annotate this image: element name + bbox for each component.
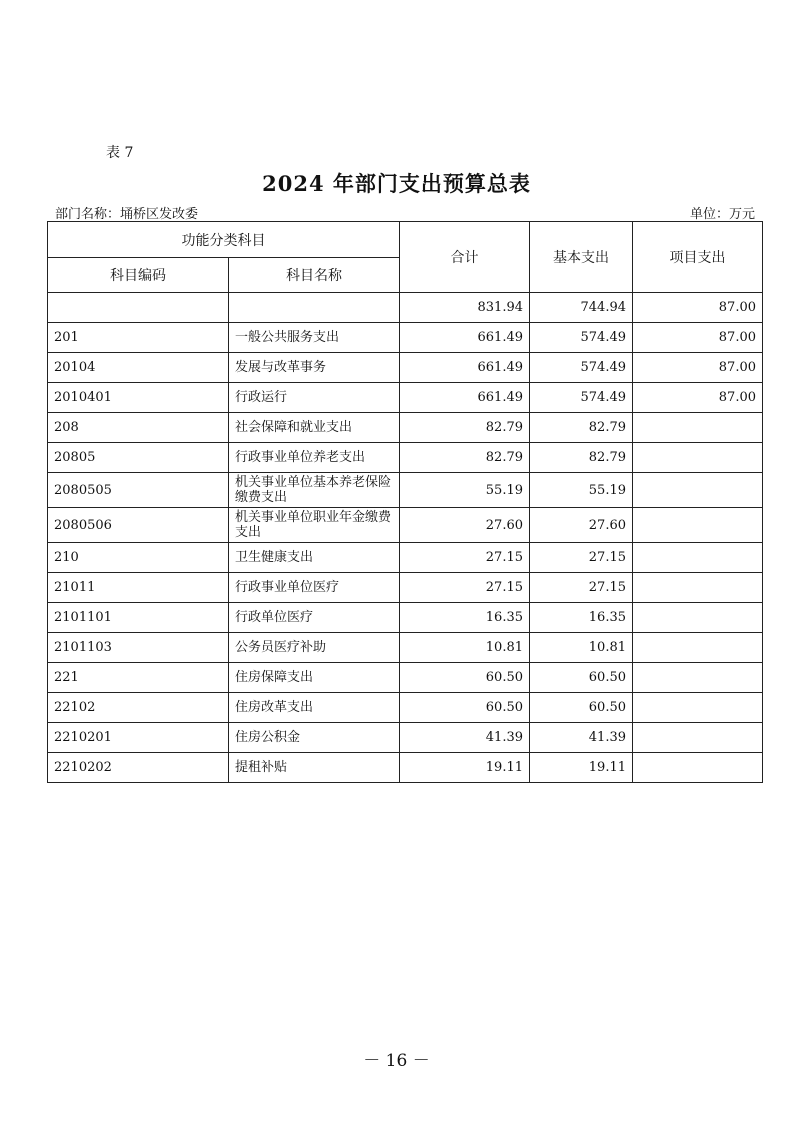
table-row (48, 293, 763, 323)
cell-subject-code: 208 (48, 413, 229, 443)
cell-basic: 82.79 (530, 413, 633, 443)
cell-subject-name: 机关事业单位基本养老保险缴费支出 (229, 473, 400, 508)
cell-total: 41.39 (400, 723, 530, 753)
cell-basic: 574.49 (530, 353, 633, 383)
cell-total: 661.49 (400, 383, 530, 413)
cell-total: 661.49 (400, 353, 530, 383)
cell-subject-code: 201 (48, 323, 229, 353)
cell-subject-name: 行政运行 (229, 383, 400, 413)
cell-subject-code: 20104 (48, 353, 229, 383)
cell-basic: 27.15 (530, 573, 633, 603)
department-name: 部门名称：埇桥区发改委 (55, 207, 199, 222)
table-row (48, 693, 763, 723)
cell-subject-code: 2080505 (48, 473, 229, 508)
cell-basic: 10.81 (530, 633, 633, 663)
cell-subject-name: 卫生健康支出 (229, 543, 400, 573)
cell-project (633, 543, 763, 573)
cell-total: 82.79 (400, 443, 530, 473)
table-row (48, 383, 763, 413)
cell-subject-code: 2101103 (48, 633, 229, 663)
table-row (48, 323, 763, 353)
cell-basic: 16.35 (530, 603, 633, 633)
table-row (48, 753, 763, 783)
cell-total: 831.94 (400, 293, 530, 323)
table-row (48, 633, 763, 663)
cell-subject-name: 行政事业单位养老支出 (229, 443, 400, 473)
page-title: 2024 年部门支出预算总表 (262, 171, 531, 196)
cell-total: 10.81 (400, 633, 530, 663)
cell-subject-name: 住房改革支出 (229, 693, 400, 723)
unit-label: 单位：万元 (689, 207, 755, 222)
cell-total: 661.49 (400, 323, 530, 353)
cell-basic: 82.79 (530, 443, 633, 473)
cell-subject-name: 住房公积金 (229, 723, 400, 753)
cell-subject-code: 21011 (48, 573, 229, 603)
cell-total: 27.60 (400, 508, 530, 543)
cell-project: 87.00 (633, 353, 763, 383)
header-total: 合计 (400, 222, 530, 293)
cell-subject-code: 20805 (48, 443, 229, 473)
header-function-classification: 功能分类科目 (48, 222, 400, 258)
table-row (48, 663, 763, 693)
table-body (48, 293, 763, 783)
cell-subject-name: 一般公共服务支出 (229, 323, 400, 353)
cell-total: 27.15 (400, 543, 530, 573)
cell-project (633, 633, 763, 663)
cell-subject-code: 22102 (48, 693, 229, 723)
cell-total: 27.15 (400, 573, 530, 603)
cell-project (633, 443, 763, 473)
cell-total: 16.35 (400, 603, 530, 633)
table-row (48, 413, 763, 443)
cell-project (633, 413, 763, 443)
cell-total: 60.50 (400, 663, 530, 693)
cell-project: 87.00 (633, 383, 763, 413)
cell-subject-code (48, 293, 229, 323)
cell-basic: 744.94 (530, 293, 633, 323)
cell-subject-name: 公务员医疗补助 (229, 633, 400, 663)
cell-project (633, 573, 763, 603)
cell-project (633, 508, 763, 543)
cell-basic: 574.49 (530, 383, 633, 413)
table-row (48, 723, 763, 753)
cell-project (633, 693, 763, 723)
cell-subject-code: 2010401 (48, 383, 229, 413)
cell-project (633, 473, 763, 508)
cell-subject-name: 住房保障支出 (229, 663, 400, 693)
cell-total: 60.50 (400, 693, 530, 723)
table-tag: 表 7 (106, 145, 134, 161)
cell-total: 19.11 (400, 753, 530, 783)
cell-subject-code: 2101101 (48, 603, 229, 633)
table-row (48, 573, 763, 603)
table-row (48, 603, 763, 633)
cell-subject-name: 机关事业单位职业年金缴费支出 (229, 508, 400, 543)
cell-basic: 60.50 (530, 693, 633, 723)
header-project-expenditure: 项目支出 (633, 222, 763, 293)
page-number: － 16 － (363, 1051, 430, 1071)
cell-subject-name: 社会保障和就业支出 (229, 413, 400, 443)
table-row (48, 353, 763, 383)
cell-basic: 19.11 (530, 753, 633, 783)
cell-subject-name: 提租补贴 (229, 753, 400, 783)
cell-basic: 55.19 (530, 473, 633, 508)
cell-project (633, 753, 763, 783)
cell-project: 87.00 (633, 293, 763, 323)
cell-project (633, 663, 763, 693)
cell-project: 87.00 (633, 323, 763, 353)
cell-total: 82.79 (400, 413, 530, 443)
cell-basic: 60.50 (530, 663, 633, 693)
cell-basic: 574.49 (530, 323, 633, 353)
header-basic-expenditure: 基本支出 (530, 222, 633, 293)
cell-subject-name: 发展与改革事务 (229, 353, 400, 383)
cell-project (633, 603, 763, 633)
header-subject-code: 科目编码 (48, 258, 229, 293)
table-row (48, 473, 763, 508)
cell-basic: 27.60 (530, 508, 633, 543)
cell-subject-code: 210 (48, 543, 229, 573)
cell-subject-code: 2210201 (48, 723, 229, 753)
table-row (48, 543, 763, 573)
cell-subject-code: 2080506 (48, 508, 229, 543)
cell-basic: 27.15 (530, 543, 633, 573)
cell-subject-name: 行政单位医疗 (229, 603, 400, 633)
cell-basic: 41.39 (530, 723, 633, 753)
cell-subject-name: 行政事业单位医疗 (229, 573, 400, 603)
table-row (48, 508, 763, 543)
cell-subject-name (229, 293, 400, 323)
cell-subject-code: 2210202 (48, 753, 229, 783)
cell-total: 55.19 (400, 473, 530, 508)
table-row (48, 443, 763, 473)
cell-subject-code: 221 (48, 663, 229, 693)
header-subject-name: 科目名称 (229, 258, 400, 293)
budget-table (47, 221, 763, 783)
cell-project (633, 723, 763, 753)
